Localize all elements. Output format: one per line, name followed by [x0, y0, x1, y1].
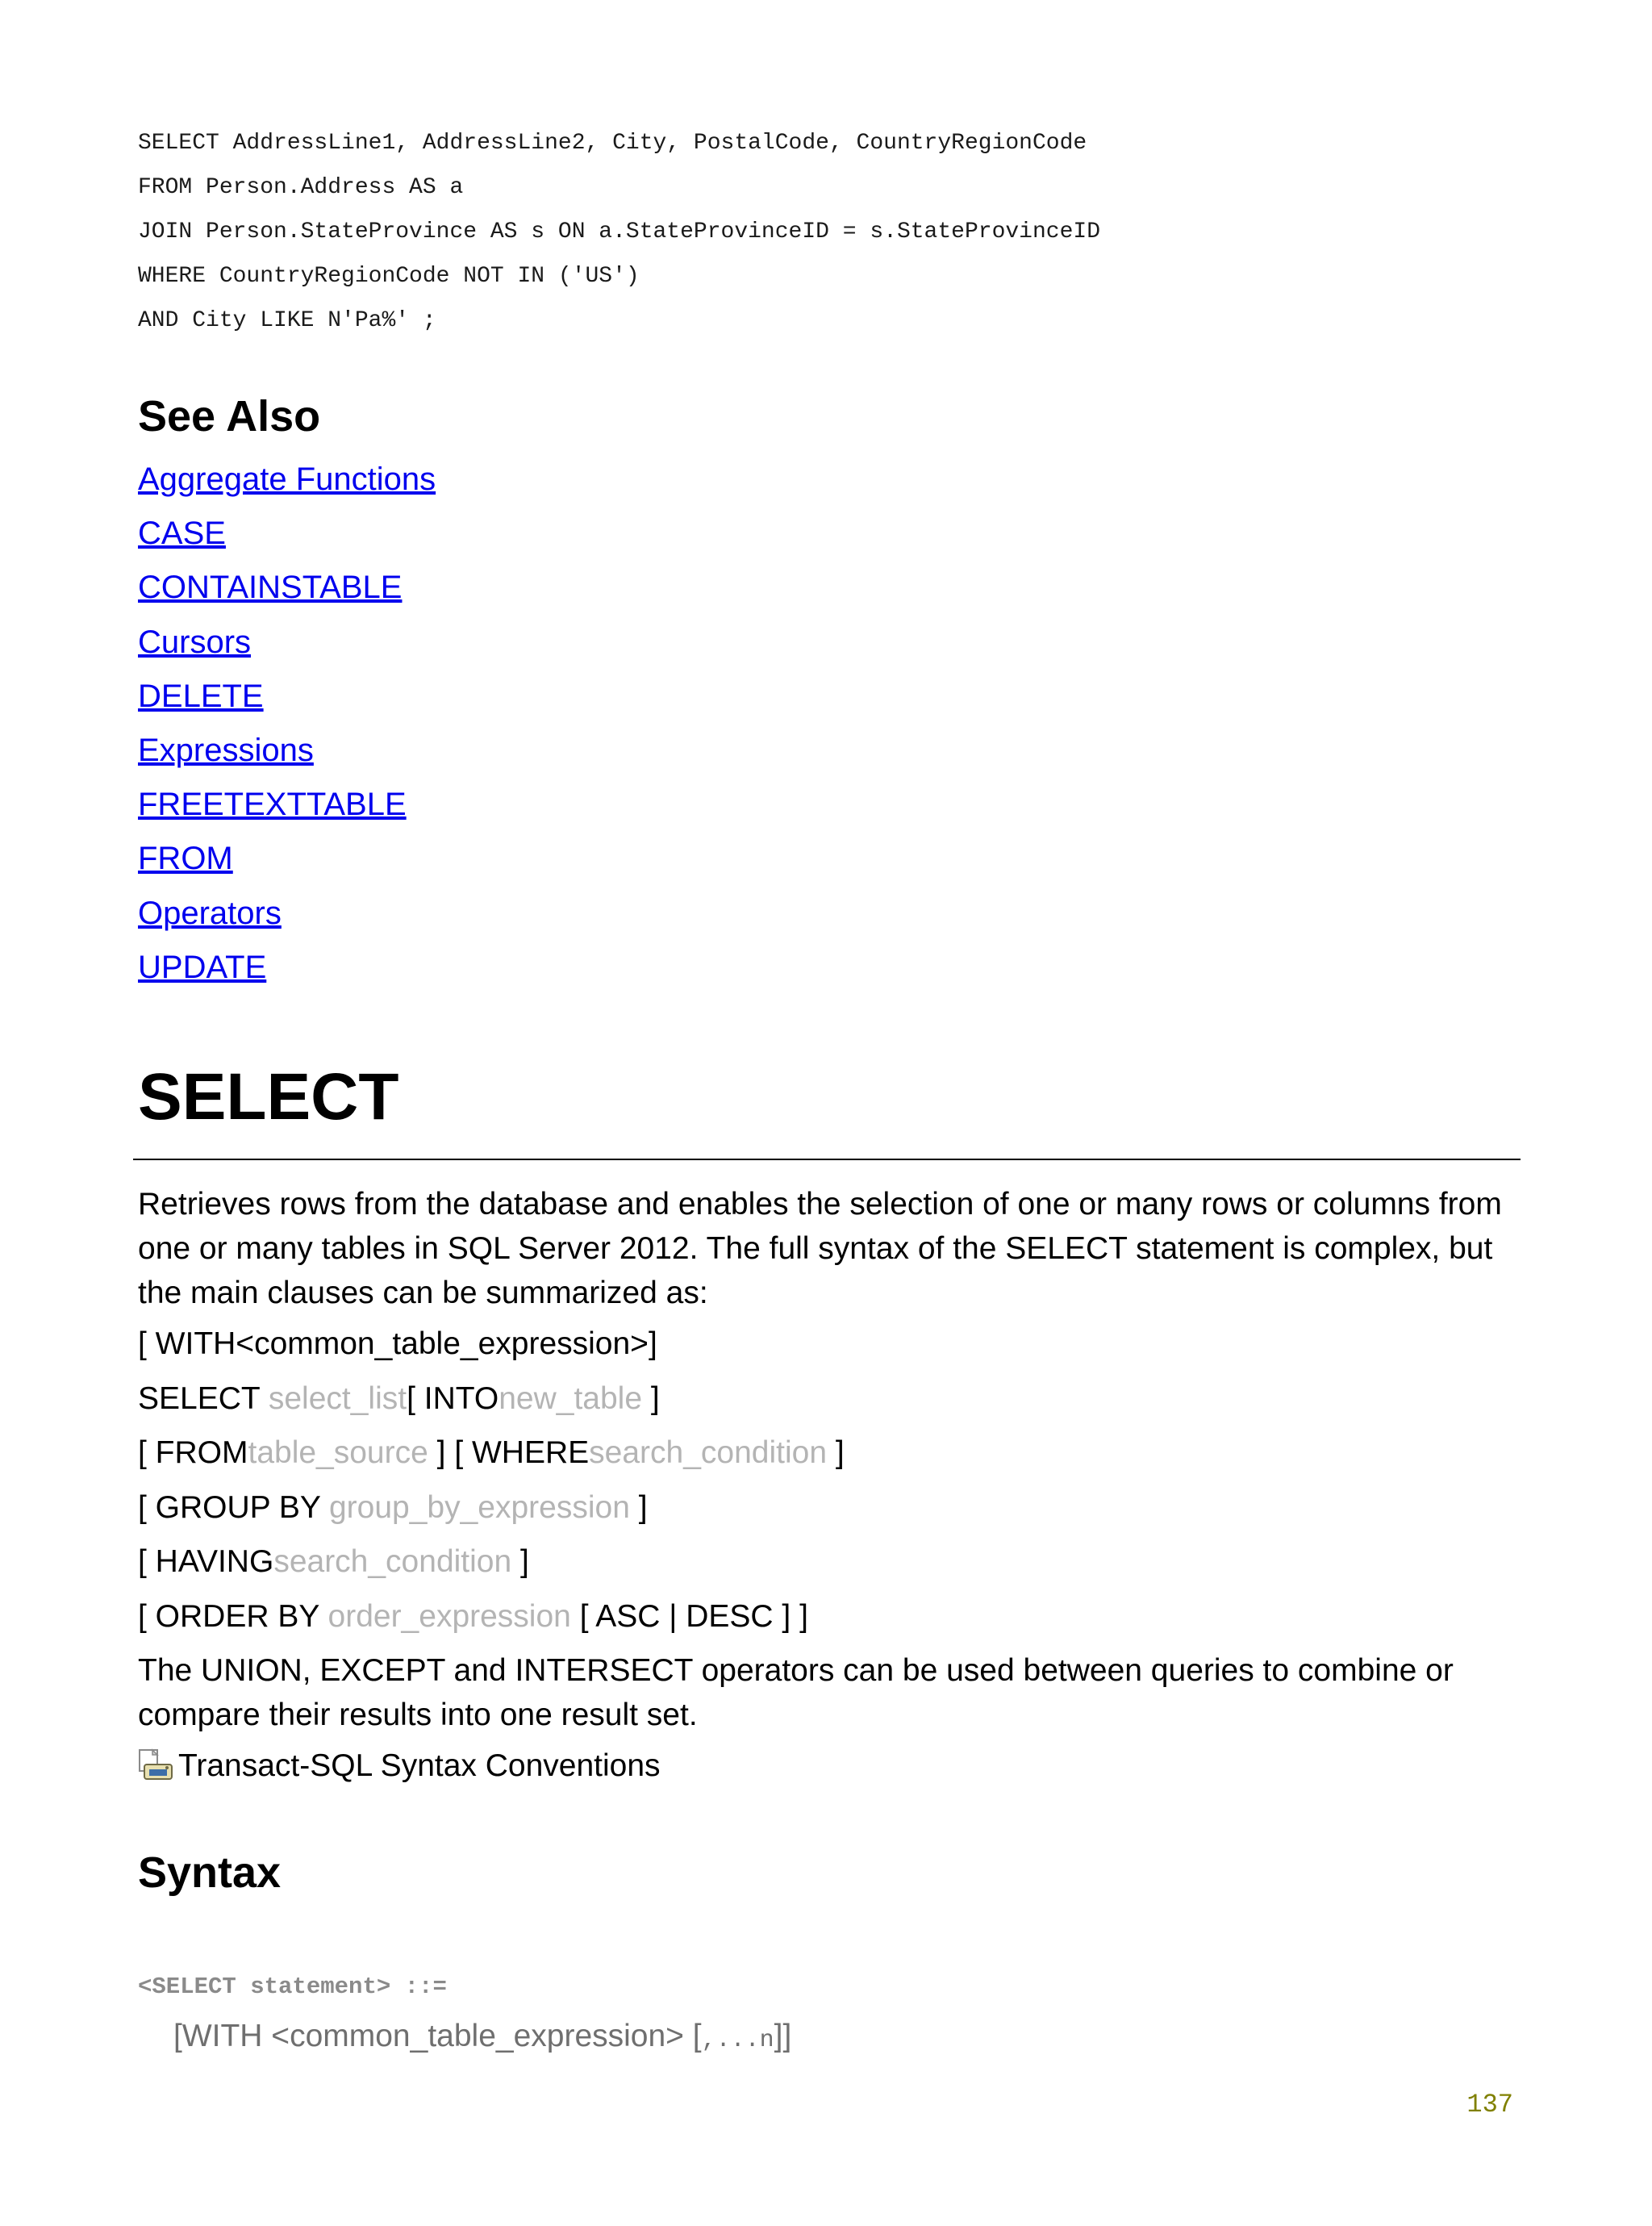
keyword: [ ASC | DESC ] ] — [570, 1598, 808, 1634]
syntax-text: ]] — [774, 2019, 792, 2053]
bracket: ] — [511, 1544, 529, 1579]
keyword: [ GROUP BY — [138, 1489, 329, 1525]
page-number: 137 — [1466, 2090, 1513, 2120]
keyword: ] [ WHERE — [428, 1435, 590, 1470]
link-cursors[interactable]: Cursors — [138, 624, 252, 660]
summary-order-line — [138, 1594, 1509, 1649]
placeholder-term: new_table — [499, 1380, 643, 1416]
bracket: ] — [827, 1435, 845, 1470]
link-from[interactable]: FROM — [138, 841, 233, 877]
bracket: ] — [629, 1489, 648, 1525]
page-title: SELECT — [138, 1060, 399, 1134]
summary-group-line — [138, 1485, 1509, 1540]
bracket: ] — [642, 1380, 660, 1416]
syntax-with-line — [173, 2019, 791, 2054]
select-description — [138, 1182, 1509, 1788]
conventions-line[interactable] — [138, 1744, 1509, 1788]
link-freetexttable[interactable]: FREETEXTTABLE — [138, 787, 407, 823]
summary-with-line: [ WITH<common_table_expression>] — [138, 1326, 657, 1361]
placeholder-term: select_list — [268, 1380, 407, 1416]
code-line: AND City LIKE N'Pa%' ; — [138, 308, 436, 333]
syntax-repeat: ,...n — [701, 2027, 774, 2054]
syntax-text: [WITH <common_table_expression> [ — [173, 2019, 702, 2053]
keyword: [ ORDER BY — [138, 1598, 328, 1634]
syntax-code-line: <SELECT statement> ::= — [138, 1973, 447, 2000]
see-also-heading: See Also — [138, 392, 321, 441]
code-line: JOIN Person.StateProvince AS s ON a.StateProvinceID = s.StateProvinceID — [138, 219, 1100, 244]
summary-having-line — [138, 1539, 1509, 1594]
link-operators[interactable]: Operators — [138, 895, 282, 931]
broken-image-icon — [138, 1748, 177, 1784]
link-expressions[interactable]: Expressions — [138, 732, 314, 768]
placeholder-term: table_source — [248, 1435, 428, 1470]
code-line: SELECT AddressLine1, AddressLine2, City, PostalCode, CountryRegionCode — [138, 131, 1087, 156]
placeholder-term: search_condition — [273, 1544, 512, 1579]
placeholder-term: search_condition — [589, 1435, 828, 1470]
intro-paragraph: Retrieves rows from the database and enables the selection of one or many rows or columns from one or many tables in SQL Server 2012. The full syntax of the SELECT statement is complex, but the main clauses can be summarized as: — [138, 1187, 1502, 1310]
syntax-heading: Syntax — [138, 1848, 282, 1897]
link-aggregate-functions[interactable]: Aggregate Functions — [138, 461, 436, 497]
conventions-link[interactable]: Transact-SQL Syntax Conventions — [178, 1748, 661, 1783]
placeholder-term: group_by_expression — [328, 1489, 630, 1525]
operators-paragraph: The UNION, EXCEPT and INTERSECT operators can be used between queries to combine or compare their results into one result set. — [138, 1653, 1454, 1732]
see-also-links — [138, 457, 436, 999]
summary-select-line — [138, 1376, 1509, 1431]
keyword: [ INTO — [407, 1380, 499, 1416]
summary-from-line — [138, 1430, 1509, 1485]
keyword: SELECT — [138, 1380, 269, 1416]
code-line: FROM Person.Address AS a — [138, 175, 464, 200]
placeholder-term: order_expression — [327, 1598, 571, 1634]
link-update[interactable]: UPDATE — [138, 949, 267, 985]
keyword: [ HAVING — [138, 1544, 274, 1579]
keyword: [ FROM — [138, 1435, 248, 1470]
code-line: WHERE CountryRegionCode NOT IN ('US') — [138, 264, 640, 289]
link-delete[interactable]: DELETE — [138, 678, 264, 714]
link-containstable[interactable]: CONTAINSTABLE — [138, 570, 403, 606]
code-example — [138, 127, 1100, 349]
link-case[interactable]: CASE — [138, 516, 226, 552]
title-divider — [133, 1159, 1521, 1160]
